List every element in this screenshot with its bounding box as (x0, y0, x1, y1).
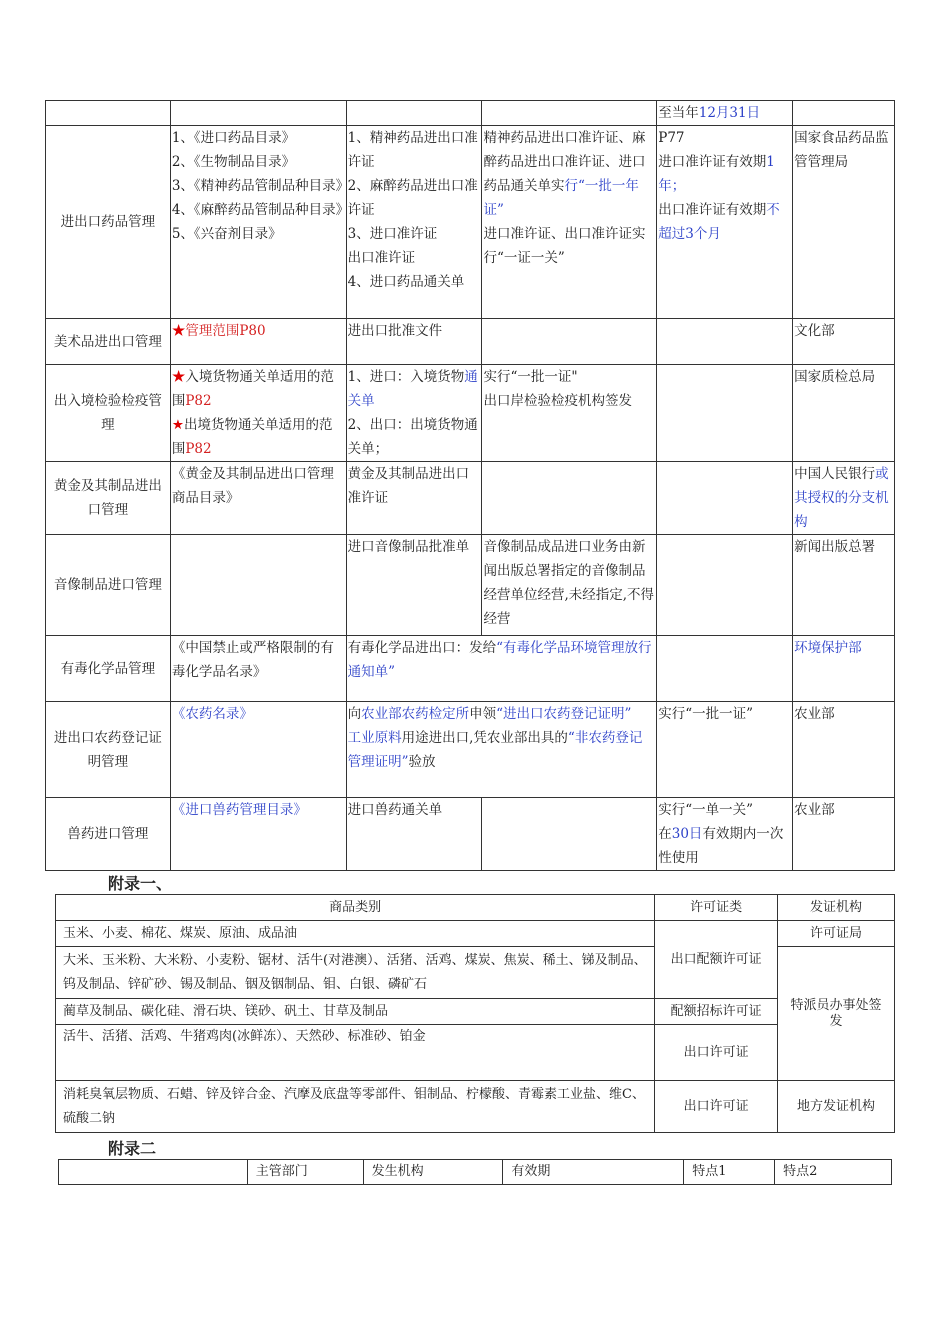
table-row: 黄金及其制品进出口管理 《黄金及其制品进出口管理商品目录》 黄金及其制品进出口准许证 中国人民银行或其授权的分支机构 (46, 462, 895, 535)
table-row: 玉米、小麦、棉花、煤炭、原油、成品油 出口配额许可证 许可证局 (56, 921, 895, 947)
validity-cell: P77 进口准许证有效期1年； 出口准许证有效期不超过3个月 (657, 126, 793, 319)
import-export-management-table (45, 100, 895, 871)
table-header-row: 主管部门 发生机构 有效期 特点1 特点2 (59, 1160, 892, 1185)
table-row: 音像制品进口管理 进口音像制品批准单 音像制品成品进口业务由新闻出版总署指定的音像制品经营单位经营,未经指定,不得经营 新闻出版总署 (46, 535, 895, 636)
catalog-list: 1、《进口药品目录》 2、《生物制品目录》 3、《精神药品管制品种目录》 4、《麻醉药品管制品种目录》 5、《兴奋剂目录》 (170, 126, 346, 319)
appendix1-title: 附录一、 (108, 874, 173, 893)
table-row: 活牛、活猪、活鸡、牛猪鸡肉(冰鲜冻）、天然砂、标准砂、铂金 出口许可证 (56, 1025, 895, 1081)
permit-list: 1、精神药品进出口准许证 2、麻醉药品进出口准许证 3、进口准许证 出口准许证 4、进口药品通关单 (346, 126, 482, 319)
table-row: 消耗臭氧层物质、石蜡、锌及锌合金、汽摩及底盘等零部件、钼制品、柠檬酸、青霉素工业盐、维C、硫酸二钠 出口许可证 地方发证机构 (56, 1081, 895, 1133)
feature-cell: 精神药品进出口准许证、麻醉药品进出口准许证、进口药品通关单实行“一批一年证” 进口准许证、出口准许证实行“一证一关” (482, 126, 657, 319)
table-row: 美术品进出口管理 ★管理范围P80 进出口批准文件 文化部 (46, 319, 895, 365)
star-icon: ★ (171, 417, 184, 433)
table-row: 兽药进口管理 《进口兽药管理目录》 进口兽药通关单 实行“一单一关” 在30日有效期内一次性使用 农业部 (46, 798, 895, 871)
star-icon: ★ (171, 369, 186, 385)
table-row (46, 126, 895, 319)
table-row: 大米、玉米粉、大米粉、小麦粉、锯材、活牛(对港澳）、活猪、活鸡、煤炭、焦炭、稀土、锑及制品、钨及制品、锌矿砂、锡及制品、铟及铟制品、钼、白银、磷矿石 特派员办事处签发 (56, 947, 895, 999)
table-header-row: 商品类别 许可证类 发证机构 (56, 895, 895, 921)
authority-cell: 国家食品药品监管管理局 (793, 126, 895, 319)
table-row: 至当年12月31日 (46, 101, 895, 126)
table-row: 出入境检验检疫管理 ★入境货物通关单适用的范围P82 ★出境货物通关单适用的范围P82 1、进口：入境货物通关单 2、出口：出境货物通关单； 实行“一批一证" 出口岸检验检疫机构签发 国家质检总局 (46, 365, 895, 462)
table-row: 蔺草及制品、碳化硅、滑石块、镁砂、矾土、甘草及制品 配额招标许可证 (56, 999, 895, 1025)
table-row: 进出口农药登记证明管理 《农药名录》 向农业部农药检定所申领“进出口农药登记证明” 工业原料用途进出口,凭农业部出具的“非农药登记管理证明”验放 实行“一批一证” 农业部 (46, 702, 895, 798)
appendix2-table (58, 1159, 892, 1185)
row-header: 进出口药品管理 (46, 126, 171, 319)
table-row: 有毒化学品管理 《中国禁止或严格限制的有毒化学品名录》 有毒化学品进出口：发给“有毒化学品环境管理放行通知单” 环境保护部 (46, 636, 895, 702)
appendix2-title: 附录二 (108, 1139, 157, 1158)
appendix1-table (55, 894, 895, 1133)
star-icon: ★ (171, 323, 186, 339)
